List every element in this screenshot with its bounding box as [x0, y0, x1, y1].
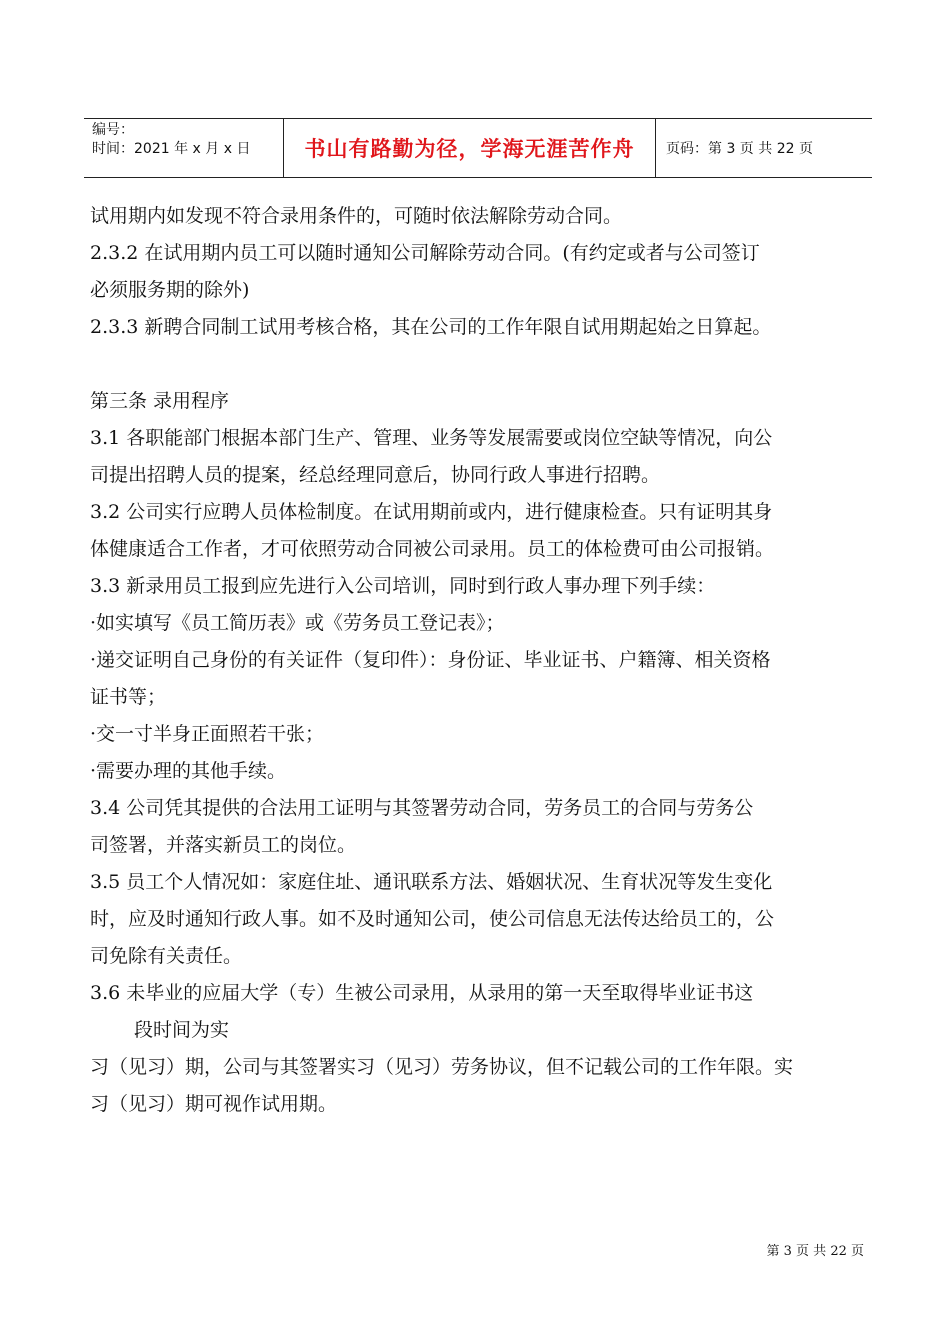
- body-line: 2.3.2 在试用期内员工可以随时通知公司解除劳动合同。(有约定或者与公司签订: [90, 242, 760, 264]
- body-line: 时，应及时通知行政人事。如不及时通知公司，使公司信息无法传达给员工的，公: [90, 908, 775, 930]
- body-line: 3.2 公司实行应聘人员体检制度。在试用期前或内，进行健康检查。只有证明其身: [90, 501, 773, 523]
- body-line: 段时间为实: [134, 1019, 230, 1041]
- body-line: 3.5 员工个人情况如：家庭住址、通讯联系方法、婚姻状况、生育状况等发生变化: [90, 871, 773, 893]
- body-line: 体健康适合工作者，才可依照劳动合同被公司录用。员工的体检费可由公司报销。: [90, 538, 775, 560]
- body-line: 3.3 新录用员工报到应先进行入公司培训，同时到行政人事办理下列手续：: [90, 575, 716, 597]
- body-line: 3.4 公司凭其提供的合法用工证明与其签署劳动合同，劳务员工的合同与劳务公: [90, 797, 754, 819]
- page-footer: 第 3 页 共 22 页: [766, 1244, 864, 1259]
- body-line: 2.3.3 新聘合同制工试用考核合格，其在公司的工作年限自试用期起始之日算起。: [90, 316, 772, 338]
- list-item: ·交一寸半身正面照若干张；: [90, 723, 325, 745]
- header-meta: [84, 119, 284, 177]
- body-line: 试用期内如发现不符合录用条件的，可随时依法解除劳动合同。: [90, 205, 623, 227]
- body-line: 司提出招聘人员的提案，经总经理同意后，协同行政人事进行招聘。: [90, 464, 661, 486]
- header-page-info: 页码：第 3 页 共 22 页: [666, 141, 813, 157]
- body-line: 习（见习）期，公司与其签署实习（见习）劳务协议，但不记载公司的工作年限。实: [90, 1056, 794, 1078]
- list-item: ·需要办理的其他手续。: [90, 760, 287, 782]
- section-heading: 第三条 录用程序: [90, 390, 230, 412]
- body-line: 证书等；: [90, 686, 167, 708]
- body-line: 3.1 各职能部门根据本部门生产、管理、业务等发展需要或岗位空缺等情况，向公: [90, 427, 773, 449]
- body-line: 司签署，并落实新员工的岗位。: [90, 834, 357, 856]
- document-header: [84, 118, 872, 178]
- list-item: ·如实填写《员工简历表》或《劳务员工登记表》；: [90, 612, 505, 634]
- document-number-label: 编号：: [92, 122, 134, 138]
- document-body: [90, 198, 872, 1123]
- body-line: 必须服务期的除外): [90, 279, 250, 301]
- body-line: 3.6 未毕业的应届大学（专）生被公司录用，从录用的第一天至取得毕业证书这: [90, 982, 754, 1004]
- document-date: 时间：2021 年 x 月 x 日: [92, 141, 251, 157]
- body-line: 习（见习）期可视作试用期。: [90, 1093, 338, 1115]
- list-item: ·递交证明自己身份的有关证件（复印件）：身份证、毕业证书、户籍簿、相关资格: [90, 649, 771, 671]
- body-line: 司免除有关责任。: [90, 945, 243, 967]
- header-motto: 书山有路勤为径，学海无涯苦作舟: [284, 119, 656, 177]
